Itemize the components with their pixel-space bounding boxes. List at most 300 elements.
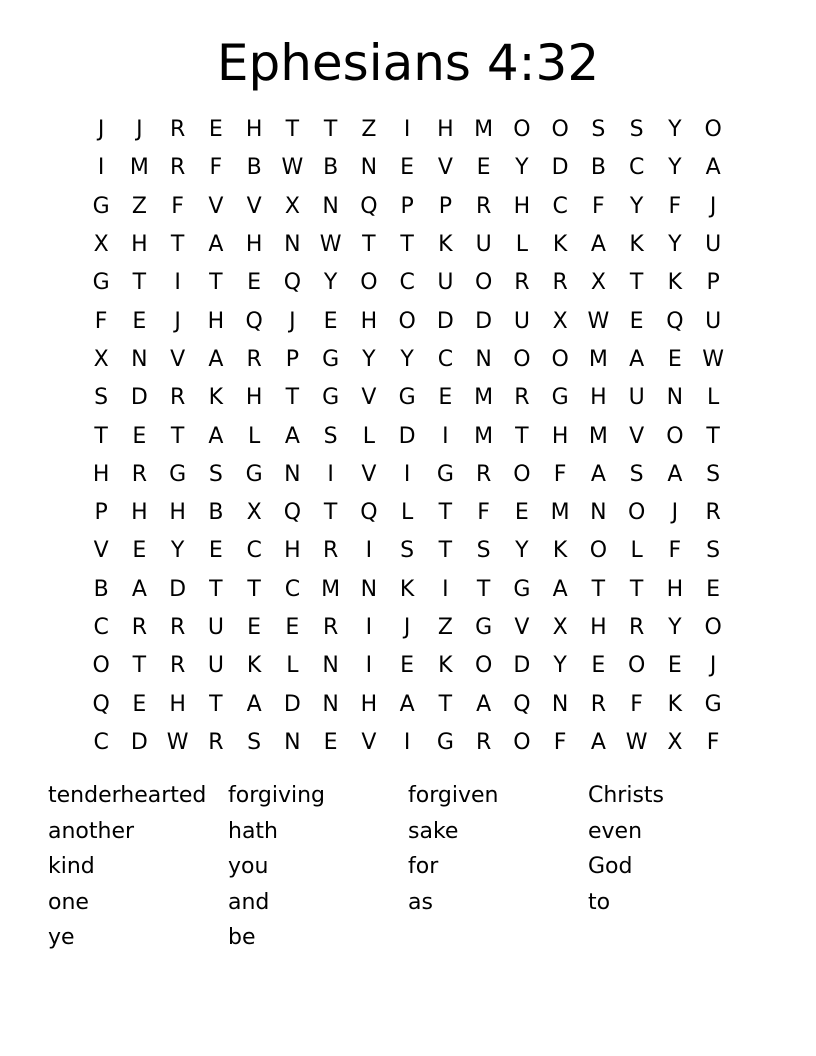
grid-letter: O: [551, 346, 569, 372]
grid-letter: H: [360, 308, 378, 334]
grid-row: [82, 264, 732, 302]
grid-row: [82, 609, 732, 647]
grid-letter: S: [94, 385, 109, 411]
grid-letter: C: [399, 270, 415, 296]
grid-letter: W: [702, 346, 724, 372]
grid-letter: R: [169, 155, 186, 181]
grid-letter: E: [247, 615, 262, 640]
grid-letter: G: [92, 193, 110, 219]
grid-row: [82, 571, 732, 609]
grid-letter: U: [437, 270, 454, 296]
grid-letter: A: [399, 691, 415, 717]
grid-letter: H: [590, 385, 607, 411]
grid-letter: T: [170, 423, 185, 449]
grid-letter: F: [171, 193, 184, 219]
grid-letter: U: [475, 232, 492, 258]
grid-letter: A: [246, 691, 262, 717]
grid-letter: T: [209, 691, 223, 717]
grid-letter: A: [590, 729, 606, 755]
grid-letter: E: [132, 423, 147, 449]
grid-letter: O: [627, 500, 646, 526]
grid-letter: J: [709, 193, 717, 219]
grid-letter: L: [247, 423, 261, 449]
grid-row: [82, 226, 732, 264]
grid-letter: G: [704, 691, 722, 717]
word-list: [48, 778, 768, 956]
grid-letter: K: [667, 691, 683, 717]
grid-row: [82, 724, 732, 762]
grid-letter: Y: [362, 346, 376, 372]
grid-letter: T: [247, 576, 261, 602]
grid-letter: H: [513, 193, 531, 219]
grid-letter: U: [628, 385, 645, 411]
grid-letter: H: [590, 615, 607, 640]
grid-letter: M: [588, 346, 608, 372]
grid-letter: T: [132, 653, 147, 679]
grid-letter: D: [551, 155, 569, 181]
grid-letter: R: [322, 615, 339, 640]
grid-letter: P: [438, 193, 453, 219]
page-title: Ephesians 4:32: [216, 34, 600, 92]
grid-letter: A: [208, 232, 224, 258]
grid-letter: H: [92, 461, 110, 487]
grid-letter: K: [246, 653, 262, 679]
word-list-item: tenderhearted: [48, 783, 207, 808]
grid-letter: H: [245, 117, 263, 143]
grid-letter: W: [166, 729, 189, 755]
word-list-item: you: [228, 854, 269, 879]
grid-letter: E: [667, 653, 682, 679]
grid-letter: T: [94, 423, 108, 449]
word-list-item: be: [228, 925, 256, 950]
grid-letter: G: [513, 576, 531, 602]
grid-letter: Y: [668, 232, 682, 258]
grid-letter: S: [247, 729, 262, 755]
grid-letter: R: [475, 193, 492, 219]
grid-letter: F: [94, 308, 108, 334]
grid-letter: W: [319, 232, 342, 258]
grid-letter: A: [590, 461, 606, 487]
grid-letter: O: [704, 117, 722, 143]
grid-letter: O: [513, 461, 531, 487]
grid-letter: T: [400, 232, 414, 258]
grid-letter: T: [209, 576, 223, 602]
grid-letter: V: [361, 729, 377, 755]
grid-letter: F: [477, 500, 490, 526]
grid-letter: E: [132, 691, 147, 717]
grid-letter: T: [438, 538, 453, 564]
grid-letter: N: [475, 346, 492, 372]
grid-letter: L: [400, 500, 414, 526]
grid-letter: S: [400, 538, 415, 564]
grid-letter: J: [174, 308, 181, 334]
word-list-item: ye: [48, 925, 75, 950]
grid-letter: Y: [323, 270, 338, 296]
grid-letter: Q: [283, 270, 302, 296]
grid-letter: A: [476, 691, 492, 717]
grid-letter: N: [322, 193, 339, 219]
grid-letter: C: [246, 538, 262, 564]
grid-letter: G: [475, 615, 493, 640]
grid-letter: R: [169, 653, 186, 679]
grid-letter: I: [403, 461, 411, 487]
grid-letter: I: [403, 117, 411, 143]
grid-letter: N: [322, 653, 339, 679]
grid-letter: O: [513, 346, 531, 372]
grid-letter: R: [514, 385, 530, 411]
grid-letter: L: [515, 232, 528, 258]
grid-letter: K: [552, 538, 568, 564]
grid-letter: T: [438, 500, 453, 526]
grid-letter: G: [245, 461, 263, 487]
grid-letter: E: [667, 346, 682, 372]
grid-letter: R: [552, 270, 568, 296]
word-list-item: Christs: [588, 783, 665, 808]
grid-letter: V: [361, 461, 377, 487]
grid-letter: E: [132, 308, 147, 334]
grid-letter: E: [208, 117, 223, 143]
grid-letter: N: [284, 729, 301, 755]
grid-letter: V: [361, 385, 377, 411]
grid-letter: C: [93, 729, 109, 755]
grid-letter: V: [170, 346, 186, 372]
grid-letter: Y: [553, 653, 567, 679]
grid-letter: N: [284, 461, 301, 487]
grid-letter: N: [284, 232, 301, 258]
grid-letter: R: [169, 385, 186, 411]
grid-letter: P: [285, 346, 300, 372]
grid-letter: I: [174, 270, 181, 296]
grid-letter: S: [208, 461, 223, 487]
grid-letter: B: [590, 155, 606, 181]
grid-row: [82, 111, 732, 149]
grid-letter: H: [666, 576, 684, 602]
grid-letter: H: [131, 232, 148, 258]
grid-letter: V: [246, 193, 262, 219]
grid-letter: G: [322, 346, 340, 372]
grid-letter: G: [322, 385, 340, 411]
grid-letter: B: [246, 155, 262, 181]
grid-row: [82, 647, 732, 685]
grid-letter: I: [365, 653, 373, 679]
grid-letter: O: [474, 653, 493, 679]
grid-letter: O: [513, 117, 531, 143]
grid-letter: N: [322, 691, 339, 717]
grid-letter: J: [97, 117, 105, 143]
grid-letter: G: [551, 385, 569, 411]
grid-letter: R: [322, 538, 339, 564]
grid-letter: O: [360, 270, 378, 296]
grid-letter: G: [436, 729, 454, 755]
grid-letter: O: [551, 117, 569, 143]
grid-letter: D: [398, 423, 416, 449]
grid-row: [82, 188, 732, 226]
grid-letter: E: [247, 270, 262, 296]
word-list-item: one: [48, 889, 89, 915]
grid-letter: X: [284, 193, 300, 219]
grid-letter: R: [169, 615, 186, 640]
word-list-item: hath: [228, 818, 278, 844]
grid-letter: T: [132, 270, 147, 296]
word-list-item: another: [48, 818, 135, 844]
grid-letter: G: [169, 461, 187, 487]
grid-letter: J: [289, 308, 296, 334]
grid-letter: T: [285, 385, 300, 411]
grid-letter: F: [668, 193, 682, 219]
grid-letter: H: [207, 308, 225, 334]
grid-letter: O: [704, 615, 722, 640]
grid-letter: O: [398, 308, 416, 334]
grid-letter: K: [438, 232, 453, 258]
grid-letter: G: [436, 461, 454, 487]
grid-letter: I: [365, 538, 373, 564]
grid-letter: T: [438, 691, 453, 717]
grid-letter: F: [592, 193, 605, 219]
grid-letter: I: [442, 423, 449, 449]
grid-letter: E: [285, 615, 300, 640]
grid-letter: E: [706, 576, 721, 602]
grid-letter: R: [628, 615, 645, 640]
grid-letter: D: [513, 653, 531, 679]
grid-letter: A: [208, 346, 224, 372]
grid-letter: V: [93, 538, 109, 564]
grid-letter: N: [131, 346, 148, 372]
grid-letter: X: [552, 615, 568, 640]
word-list-item: forgiving: [228, 783, 325, 808]
grid-letter: E: [208, 538, 223, 564]
grid-letter: T: [362, 232, 376, 258]
grid-letter: W: [587, 308, 610, 334]
grid-letter: A: [131, 576, 147, 602]
grid-letter: A: [629, 346, 645, 372]
word-list-item: even: [588, 818, 643, 844]
grid-letter: E: [629, 308, 644, 334]
grid-letter: P: [94, 500, 108, 526]
grid-row: [82, 456, 732, 494]
grid-letter: Y: [629, 193, 644, 219]
grid-letter: M: [550, 500, 570, 526]
grid-letter: N: [590, 500, 607, 526]
grid-letter: A: [705, 155, 721, 181]
grid-letter: R: [246, 346, 262, 372]
grid-letter: C: [628, 155, 645, 181]
grid-letter: A: [284, 423, 300, 449]
grid-letter: I: [442, 576, 449, 602]
grid-letter: I: [97, 155, 105, 181]
grid-row: [82, 494, 732, 532]
grid-letter: O: [474, 270, 493, 296]
grid-letter: Q: [360, 500, 378, 526]
grid-letter: F: [553, 461, 567, 487]
word-list-item: and: [228, 889, 270, 915]
grid-letter: E: [323, 729, 338, 755]
word-list-item: as: [408, 889, 433, 915]
grid-letter: R: [475, 461, 492, 487]
grid-letter: U: [705, 232, 722, 258]
grid-letter: X: [667, 729, 683, 755]
grid-letter: Y: [515, 538, 529, 564]
grid-letter: X: [93, 232, 109, 258]
grid-letter: U: [207, 653, 224, 679]
grid-letter: Q: [360, 193, 378, 219]
grid-letter: G: [92, 270, 110, 296]
grid-letter: A: [208, 423, 224, 449]
grid-letter: F: [630, 691, 643, 717]
grid-letter: T: [476, 576, 491, 602]
grid-letter: T: [323, 500, 338, 526]
grid-letter: E: [514, 500, 529, 526]
grid-letter: Z: [131, 193, 147, 219]
grid-letter: E: [591, 653, 606, 679]
grid-letter: I: [365, 615, 373, 640]
grid-letter: X: [590, 270, 606, 296]
grid-letter: U: [207, 615, 224, 640]
grid-letter: K: [208, 385, 224, 411]
grid-letter: U: [513, 308, 530, 334]
grid-letter: D: [169, 576, 187, 602]
grid-row: [82, 532, 732, 570]
grid-letter: J: [671, 500, 679, 526]
grid-letter: H: [245, 385, 263, 411]
grid-letter: O: [513, 729, 531, 755]
grid-letter: T: [629, 576, 644, 602]
grid-letter: X: [246, 500, 262, 526]
word-list-item: sake: [408, 818, 459, 844]
grid-letter: F: [668, 538, 682, 564]
grid-letter: O: [589, 538, 608, 564]
word-list-item: God: [588, 854, 633, 879]
grid-letter: H: [245, 232, 263, 258]
word-list-item: forgiven: [408, 783, 499, 808]
grid-letter: R: [131, 615, 148, 640]
word-list-item: kind: [48, 854, 95, 879]
grid-letter: V: [629, 423, 645, 449]
word-list-item: to: [588, 889, 611, 915]
grid-letter: S: [323, 423, 338, 449]
grid-letter: S: [476, 538, 491, 564]
letter-grid: [82, 111, 732, 762]
grid-letter: F: [209, 155, 223, 181]
grid-letter: H: [437, 117, 454, 143]
grid-letter: R: [475, 729, 492, 755]
grid-letter: M: [474, 117, 494, 143]
grid-letter: C: [437, 346, 454, 372]
grid-letter: E: [323, 308, 338, 334]
grid-letter: R: [169, 117, 186, 143]
grid-row: [82, 341, 732, 379]
grid-letter: R: [131, 461, 148, 487]
grid-letter: P: [400, 193, 414, 219]
grid-letter: Y: [668, 155, 682, 181]
grid-letter: K: [438, 653, 453, 679]
grid-letter: B: [323, 155, 339, 181]
grid-letter: H: [551, 423, 569, 449]
grid-letter: A: [552, 576, 568, 602]
grid-letter: Q: [666, 308, 684, 334]
grid-letter: E: [438, 385, 453, 411]
grid-row: [82, 685, 732, 723]
grid-letter: E: [132, 538, 147, 564]
grid-letter: P: [706, 270, 720, 296]
grid-letter: T: [591, 576, 606, 602]
grid-letter: D: [283, 691, 301, 717]
grid-letter: T: [515, 423, 529, 449]
grid-letter: Y: [515, 155, 529, 181]
grid-letter: L: [630, 538, 643, 564]
grid-letter: T: [706, 423, 720, 449]
grid-letter: X: [552, 308, 568, 334]
grid-letter: H: [284, 538, 301, 564]
grid-letter: Z: [437, 615, 453, 640]
grid-letter: I: [403, 729, 411, 755]
grid-letter: C: [93, 615, 109, 640]
grid-letter: W: [281, 155, 304, 181]
grid-letter: D: [436, 308, 454, 334]
grid-letter: T: [629, 270, 644, 296]
grid-letter: Z: [361, 117, 377, 143]
grid-letter: D: [130, 385, 148, 411]
grid-letter: M: [474, 385, 494, 411]
grid-letter: C: [552, 193, 568, 219]
grid-letter: Y: [400, 346, 414, 372]
grid-letter: J: [403, 615, 411, 640]
grid-letter: U: [705, 308, 722, 334]
grid-letter: V: [437, 155, 453, 181]
grid-letter: V: [208, 193, 224, 219]
grid-letter: S: [629, 461, 644, 487]
grid-letter: M: [474, 423, 494, 449]
grid-letter: N: [360, 576, 378, 602]
grid-letter: Y: [668, 117, 682, 143]
word-list-item: for: [408, 854, 439, 879]
grid-letter: H: [131, 500, 148, 526]
grid-letter: B: [208, 500, 224, 526]
grid-row: [82, 379, 732, 417]
grid-letter: S: [629, 117, 644, 143]
grid-letter: M: [129, 155, 149, 181]
grid-letter: S: [706, 538, 721, 564]
grid-letter: R: [208, 729, 224, 755]
grid-letter: Q: [513, 691, 531, 717]
grid-letter: R: [514, 270, 530, 296]
grid-letter: Q: [92, 691, 110, 717]
grid-letter: C: [284, 576, 301, 602]
grid-letter: D: [130, 729, 148, 755]
grid-letter: X: [93, 346, 109, 372]
grid-letter: K: [629, 232, 644, 258]
grid-letter: N: [666, 385, 684, 411]
grid-letter: W: [625, 729, 648, 755]
grid-letter: L: [286, 653, 299, 679]
grid-letter: E: [400, 653, 415, 679]
grid-letter: N: [551, 691, 569, 717]
grid-letter: R: [705, 500, 721, 526]
grid-letter: O: [92, 653, 110, 679]
grid-letter: M: [588, 423, 608, 449]
grid-letter: T: [323, 117, 338, 143]
grid-letter: F: [553, 729, 567, 755]
grid-letter: M: [321, 576, 341, 602]
grid-row: [82, 417, 732, 455]
grid-letter: R: [590, 691, 607, 717]
grid-letter: S: [706, 461, 721, 487]
grid-letter: L: [362, 423, 375, 449]
grid-letter: E: [400, 155, 415, 181]
grid-letter: A: [590, 232, 606, 258]
grid-letter: K: [552, 232, 568, 258]
grid-letter: F: [706, 729, 720, 755]
grid-letter: Q: [245, 308, 263, 334]
